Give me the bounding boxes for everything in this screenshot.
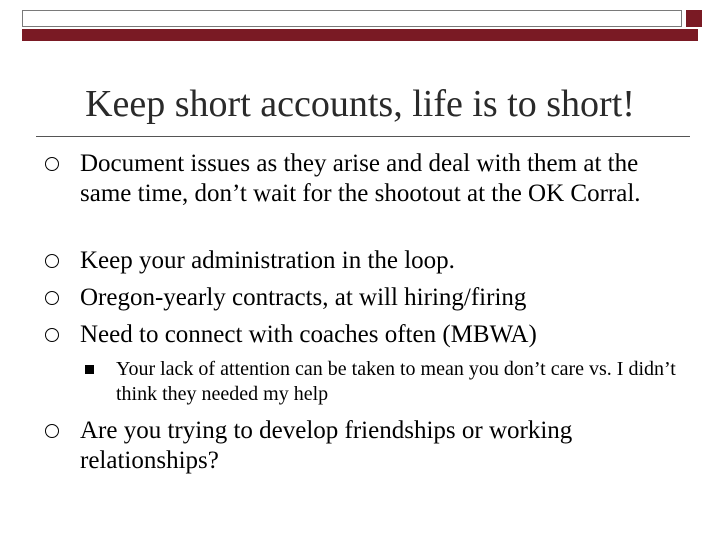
bullet-circle-icon — [45, 254, 59, 268]
bullet-item: Oregon-yearly contracts, at will hiring/firing — [80, 284, 527, 311]
bullet-item: Are you trying to develop friendships or working relationships? — [80, 417, 573, 474]
bullet-circle-icon — [45, 328, 59, 342]
sub-bullet-item: Your lack of attention can be taken to mean you don’t care vs. I didn’t think they needed my help — [116, 358, 676, 405]
sub-bullet-square-icon — [85, 365, 94, 374]
bullet-item: Keep your administration in the loop. — [80, 247, 455, 274]
bullet-circle-icon — [45, 157, 59, 171]
bullet-item: Need to connect with coaches often (MBWA) — [80, 321, 537, 348]
bullet-circle-icon — [45, 291, 59, 305]
bullet-circle-icon — [45, 424, 59, 438]
slide-title: Keep short accounts, life is to short! — [85, 83, 635, 125]
bullet-item: Document issues as they arise and deal with them at the same time, don’t wait for the shootout at the OK Corral. — [80, 150, 641, 207]
